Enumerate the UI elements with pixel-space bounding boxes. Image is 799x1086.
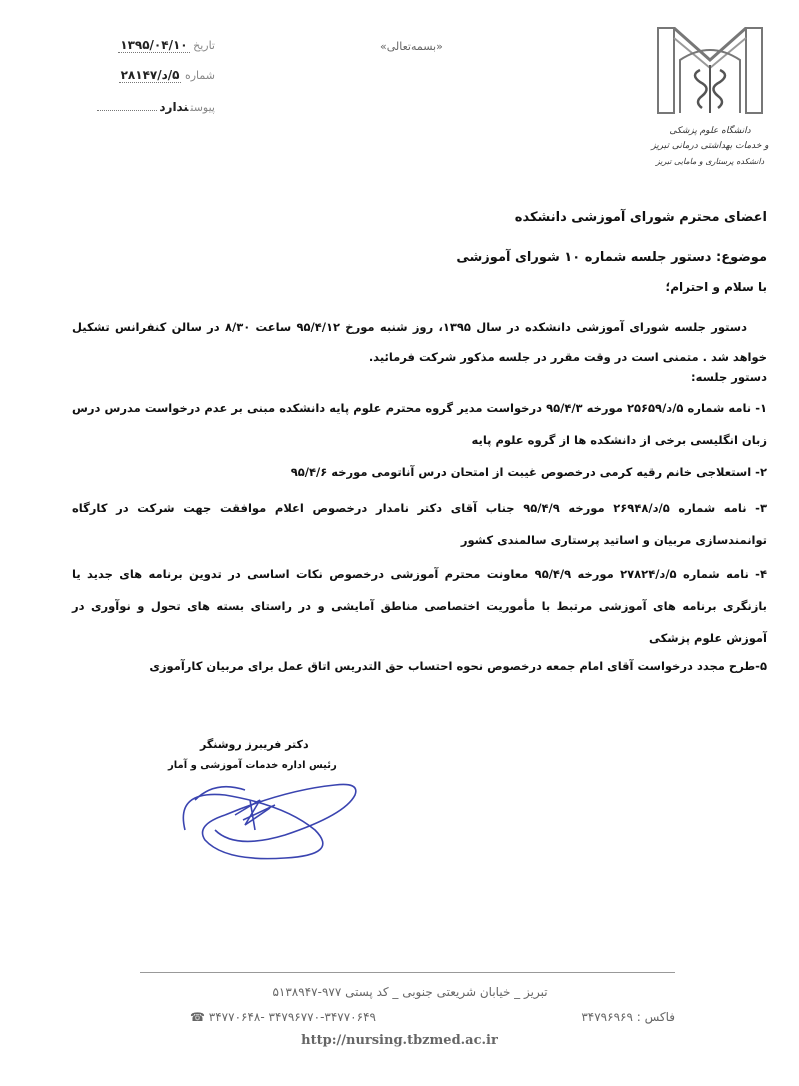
fax-label: فاکس : — [636, 1010, 675, 1024]
bismillah: «بسمه‌تعالی» — [380, 40, 443, 53]
agenda-label: دستور جلسه: — [691, 370, 767, 384]
attachment-value: ندارد — [159, 100, 189, 114]
footer-address: تبریز _ خیابان شریعتی جنوبی _ کد پستی ۹۷۷-۵۱۳۸۹۴۷ — [272, 985, 548, 999]
fax-value: ۳۴۷۹۶۹۶۹ — [581, 1010, 633, 1024]
subject: موضوع: دستور جلسه شماره ۱۰ شورای آموزشی — [456, 250, 767, 265]
agenda-item-4: ۴- نامه شماره ۵/د/۲۷۸۲۴ مورخه ۹۵/۴/۹ معاونت محترم آموزشی درخصوص نکات اساسی در تدوین برنامه های جدید یا بازنگری برنامه های آموزشی مرتبط با مأموریت اختصاصی مناطق آمایشی و در راستای بسته های تحول و نوآوری در آموزش علوم پزشکی — [72, 567, 767, 645]
date-row — [85, 38, 215, 52]
logo-emblem-icon — [650, 20, 770, 120]
date-value: ۱۳۹۵/۰۴/۱۰ — [120, 38, 188, 52]
number-value: ۵/د/۲۸۱۴۷ — [120, 68, 180, 82]
attachment-label: پیوست — [190, 101, 215, 114]
university-logo — [650, 20, 770, 190]
website-url[interactable]: http://nursing.tbzmed.ac.ir — [301, 1033, 498, 1048]
fax-group — [581, 1010, 675, 1024]
signatory-name: دکتر فریبرز روشنگر — [200, 738, 309, 751]
telephone-icon: ☎ — [190, 1010, 205, 1024]
greeting: با سلام و احترام؛ — [665, 280, 767, 294]
logo-line-3: دانشکده پرستاری و مامایی تبریز — [655, 157, 765, 166]
attachment-row — [85, 100, 215, 114]
intro-paragraph: دستور جلسه شورای آموزشی دانشکده در سال ۱۳۹۵، روز شنبه مورخ ۹۵/۴/۱۲ ساعت ۸/۳۰ در سالن کنفرانس تشکیل خواهد شد . متمنی است در وقت مقرر در جلسه مذکور شرکت فرمائید. — [72, 320, 767, 364]
date-label: تاریخ — [193, 39, 215, 52]
agenda-item-1: ۱- نامه شماره ۵/د/۲۵۶۵۹ مورخه ۹۵/۴/۳ درخواست مدیر گروه محترم علوم پایه دانشکده مبنی بر عدم درخواست مدرس درس زبان انگلیسی برخی از دانشکده ها از گروه علوم پایه — [72, 401, 767, 447]
agenda-item-2: ۲- استعلاجی خانم رقیه کرمی درخصوص غیبت از امتحان درس آناتومی مورخه ۹۵/۴/۶ — [290, 465, 767, 479]
agenda-item-3: ۳- نامه شماره ۵/د/۲۶۹۴۸ مورخه ۹۵/۴/۹ جناب آقای دکتر نامدار درخصوص اعلام موافقت جهت شرکت در کارگاه توانمندسازی مربیان و اساتید پرستاری سالمندی کشور — [72, 501, 767, 547]
footer-divider — [140, 972, 675, 973]
addressee: اعضای محترم شورای آموزشی دانشکده — [514, 210, 767, 225]
phone-group — [190, 1010, 376, 1024]
logo-line-2: و خدمات بهداشتی درمانی تبریز — [651, 141, 769, 151]
handwritten-signature-icon — [165, 770, 365, 865]
number-label: شماره — [184, 69, 215, 82]
logo-line-1: دانشگاه علوم پزشکی — [669, 126, 751, 136]
agenda-item-5: ۵-طرح مجدد درخواست آقای امام جمعه درخصوص نحوه احتساب حق التدریس اتاق عمل برای مربیان کارآموزی — [149, 659, 767, 673]
phone-numbers: ۳۴۷۹۶۷۷۰-۳۴۷۷۰۶۴۹ -۳۴۷۷۰۶۴۸ — [208, 1010, 376, 1024]
signatory-title: رئیس اداره خدمات آموزشی و آمار — [168, 760, 337, 771]
number-row — [85, 68, 215, 82]
